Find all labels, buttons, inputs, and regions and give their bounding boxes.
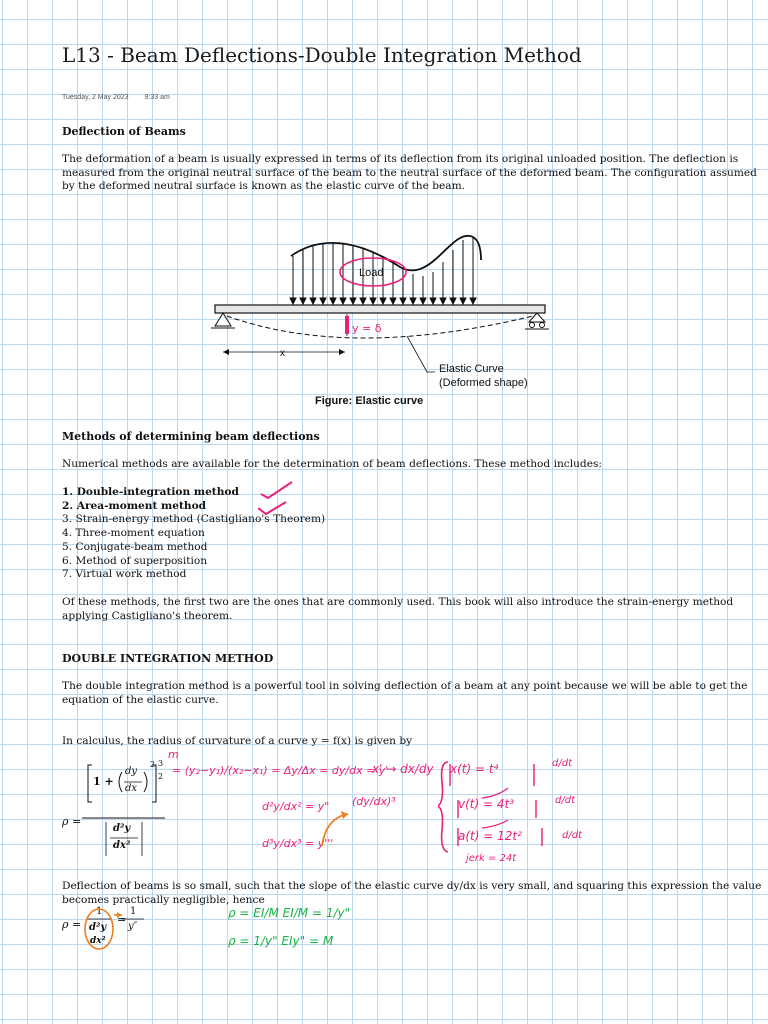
- curve-label-line1: Elastic Curve: [439, 363, 504, 375]
- list-item: 6. Method of superposition: [62, 554, 208, 567]
- curve-label-line2: (Deformed shape): [439, 377, 528, 389]
- deflection-paragraph: The deformation of a beam is usually expressed in terms of its deflection from its original unloaded position. The deflection is measured from the original neutral surface of the beam to the neutral surface of the deformed beam. The configuration assumed by the deformed neutral surface is known as the elastic curve of the beam.: [62, 153, 757, 193]
- one-plus: 1 +: [93, 775, 114, 788]
- double-integration-paragraph: The double integration method is a powerful tool in solving deflection of a beam at any point because we will be able to get the equation of the elastic curve.: [62, 680, 748, 706]
- small-slope-paragraph: Deflection of beams is so small, such that the slope of the elastic curve dy/dx is very small, and squaring this expression the value becomes practically negligible, hence: [62, 880, 762, 906]
- ink-ddt-3: d/dt: [562, 830, 582, 841]
- deflection-label: y = δ: [352, 322, 382, 335]
- ink-x-prime: x' → dx/dy: [372, 762, 434, 776]
- ink-brace-icon: [438, 758, 558, 858]
- rho-symbol-2: ρ =: [62, 918, 82, 931]
- power-numerator: 3: [158, 759, 164, 768]
- ink-slope-definition: = (y₂−y₁)/(x₂−x₁) = Δy/Δx = dy/dx = y': [172, 764, 389, 777]
- ink-second-derivative: d²y/dx² = y": [262, 800, 330, 813]
- rho-symbol: ρ =: [62, 815, 82, 828]
- dx2-bottom: dx²: [113, 840, 131, 851]
- ink-ddt-2: d/dt: [555, 795, 575, 806]
- formula2-one: 1: [96, 906, 103, 917]
- calculus-sentence: In calculus, the radius of curvature of a curve y = f(x) is given by: [62, 735, 413, 747]
- power-denominator: 2: [158, 772, 164, 781]
- right-support: [525, 313, 549, 329]
- figure-caption: Figure: Elastic curve: [315, 395, 424, 407]
- formula2-one-b: 1: [130, 906, 137, 917]
- page-title: L13 - Beam Deflections-Double Integration Method: [62, 43, 582, 67]
- dx-bottom: dx: [125, 783, 138, 794]
- ink-acceleration: a(t) = 12t²: [458, 829, 522, 843]
- deflection-highlight: [345, 316, 349, 334]
- ink-position: x(t) = t⁴: [450, 762, 499, 776]
- page-time: 9:33 am: [144, 94, 170, 101]
- square-exp: 2: [150, 760, 156, 769]
- ink-orange-arrow-icon: [320, 806, 352, 850]
- methods-intro: Numerical methods are available for the determination of beam deflections. These method includes:: [62, 458, 602, 470]
- methods-closing: Of these methods, the first two are the ones that are commonly used. This book will also introduce the strain-energy method applying Castigliano's theorem.: [62, 596, 734, 622]
- ink-green-line1: ρ = EI/M EI/M = 1/y": [228, 906, 351, 920]
- curve-leader-line: [407, 336, 435, 372]
- list-item: 5. Conjugate-beam method: [62, 540, 208, 553]
- list-item: 7. Virtual work method: [62, 568, 187, 581]
- page-timestamp: [62, 94, 184, 101]
- formula2-dx2: dx²: [90, 936, 106, 946]
- ink-jerk: jerk = 24t: [466, 853, 517, 864]
- load-label: Load: [359, 267, 384, 279]
- dy-top: dy: [125, 766, 138, 777]
- ink-m: m: [168, 748, 179, 761]
- ink-third-derivative: d³y/dx³ = y''': [262, 837, 334, 850]
- formula2-ypp: y″: [128, 921, 138, 932]
- ink-ddt-1: d/dt: [552, 758, 572, 769]
- list-item: 3. Strain-energy method (Castigliano's Theorem): [62, 513, 326, 526]
- d2y-top: d²y: [113, 823, 131, 834]
- elastic-curve-figure: [205, 222, 555, 412]
- formula2-equals: =: [117, 913, 127, 926]
- beam: [215, 305, 545, 313]
- section-heading-methods: Methods of determining beam deflections: [62, 430, 320, 443]
- x-label: x: [280, 348, 285, 359]
- list-item: 1. Double-integration method: [62, 486, 239, 498]
- list-item: 2. Area-moment method: [62, 499, 207, 512]
- page-date: Tuesday, 2 May 2023: [62, 94, 129, 101]
- section-heading-deflection: Deflection of Beams: [62, 125, 186, 138]
- ink-velocity: v(t) = 4t³: [458, 797, 515, 811]
- ink-slope-cubed: (dy/dx)³: [352, 795, 396, 808]
- formula2-d2y: d²y: [89, 922, 107, 933]
- check-icon: [258, 478, 298, 518]
- section-heading-double-integration: DOUBLE INTEGRATION METHOD: [62, 652, 274, 665]
- ink-green-line2: ρ = 1/y" EIy" = M: [228, 934, 334, 948]
- list-item: 4. Three-moment equation: [62, 527, 205, 540]
- left-support: [211, 313, 235, 328]
